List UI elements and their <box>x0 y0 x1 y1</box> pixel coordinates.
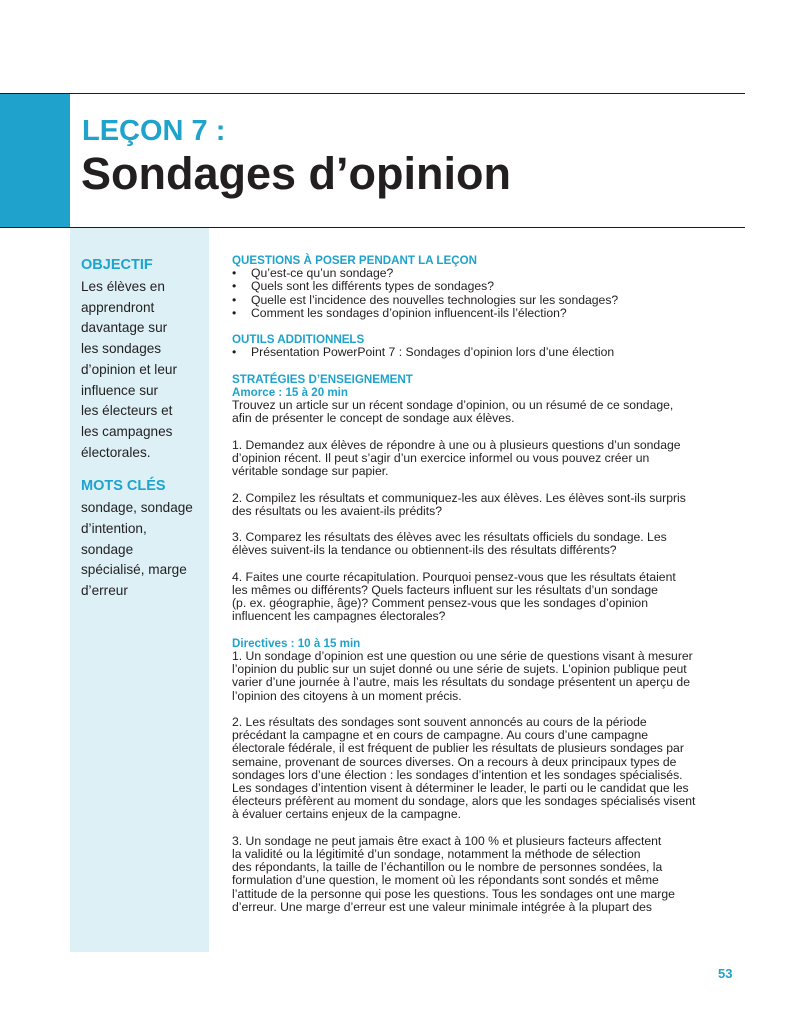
text-line: 3. Comparez les résultats des élèves avec les résultats officiels du sondage. Les <box>232 530 667 545</box>
text-line: précédant la campagne et en cours de campagne. Au cours d’une campagne <box>232 728 649 743</box>
keywords-heading: MOTS CLÉS <box>81 478 166 495</box>
bullet-icon: • <box>232 305 237 320</box>
text-line: 3. Un sondage ne peut jamais être exact à 100 % et plusieurs facteurs affectent <box>232 833 662 848</box>
questions-heading: QUESTIONS À POSER PENDANT LA LEÇON <box>232 254 477 267</box>
text-line: davantage sur <box>81 320 168 336</box>
text-line: sondage <box>81 541 134 557</box>
text-line: influencent les campagnes électorales? <box>232 609 446 624</box>
text-line: d’erreur. Une marge d’erreur est une valeur minimale intégrée à la plupart des <box>232 899 653 914</box>
directives-step-1 <box>232 650 732 703</box>
text-line: d’opinion récent. Il peut s’agir d’un exercice informel ou vous pouvez créer un <box>232 451 650 465</box>
list-item-text: Qu’est-ce qu’un sondage? <box>251 266 394 281</box>
list-item-text: Quelle est l’incidence des nouvelles technologies sur les sondages? <box>251 292 619 307</box>
text-line: électorale fédérale, il est fréquent de publier les résultats de plusieurs sondages par <box>232 741 684 756</box>
header-top-rule <box>0 93 745 94</box>
text-line: 4. Faites une courte récapitulation. Pourquoi pensez-vous que les résultats étaient <box>232 569 676 584</box>
text-line: sondages lors d’une élection : les sondages d’intention et les sondages spécialisés. <box>232 767 683 782</box>
text-line: 2. Les résultats des sondages sont souvent annoncés au cours de la période <box>232 714 647 729</box>
text-line: l’opinion du public sur un sujet donné ou une série de sujets. L’opinion publique peut <box>232 662 687 677</box>
page-number: 53 <box>718 966 733 981</box>
text-line: d’erreur <box>81 583 128 599</box>
text-line: électorales. <box>81 444 151 460</box>
text-line: l’opinion des citoyens à un moment précis. <box>232 688 462 703</box>
text-line: influence sur <box>81 382 159 398</box>
text-line: Les sondages d’intention visent à déterminer le leader, le parti ou le candidat que les <box>232 781 689 795</box>
text-line: des résultats ou les avaient-ils prédits? <box>232 503 443 518</box>
text-line: d’intention, <box>81 521 147 537</box>
directives-step-2 <box>232 716 732 822</box>
text-line: des répondants, la taille de l’échantillon ou le nombre de personnes sondées, la <box>232 860 663 875</box>
page-title: Sondages d’opinion <box>81 148 511 199</box>
objective-text <box>81 277 211 463</box>
text-line: véritable sondage sur papier. <box>232 464 389 479</box>
text-line: les électeurs et <box>81 403 173 419</box>
text-line: (p. ex. géographie, âge)? Comment pensez-vous que les sondages d’opinion <box>232 596 648 611</box>
questions-list <box>232 267 732 320</box>
main-content <box>232 254 732 914</box>
text-line: Trouvez un article sur un récent sondage d’opinion, ou un résumé de ce sondage, <box>232 398 674 413</box>
text-line: semaine, provenant de sources diverses. On a recours à deux principaux types de <box>232 754 677 769</box>
list-item <box>232 346 732 359</box>
text-line: électeurs préfèrent au moment du sondage, alors que les sondages spécialisés visent <box>232 794 696 809</box>
list-item-text: Présentation PowerPoint 7 : Sondages d’opinion lors d’une élection <box>251 345 615 360</box>
hook-step-1 <box>232 439 732 479</box>
hook-step-4 <box>232 571 732 624</box>
list-item-text: Comment les sondages d’opinion influencent-ils l’élection? <box>251 305 567 320</box>
text-line: varier d’une journée à l’autre, mais les résultats du sondage présentent un aperçu de <box>232 675 690 690</box>
objective-heading: OBJECTIF <box>81 257 153 273</box>
text-line: 1. Demandez aux élèves de répondre à une ou à plusieurs questions d’un sondage <box>232 437 681 452</box>
hook-intro <box>232 399 732 425</box>
bullet-icon: • <box>232 266 237 281</box>
text-line: afin de présenter le concept de sondage aux élèves. <box>232 411 515 426</box>
text-line: à évaluer certains enjeux de la campagne. <box>232 807 461 822</box>
bullet-icon: • <box>232 345 237 360</box>
lesson-label: LEÇON 7 : <box>82 115 226 147</box>
hook-step-3 <box>232 531 732 557</box>
text-line: apprendront <box>81 299 155 315</box>
text-line: d’opinion et leur <box>81 361 177 377</box>
text-line: spécialisé, marge <box>81 562 187 578</box>
keywords-text <box>81 498 211 602</box>
text-line: les campagnes <box>81 423 173 439</box>
text-line: les mêmes ou différents? Quels facteurs influent sur les résultats d’un sondage <box>232 582 658 597</box>
directives-step-3 <box>232 835 732 914</box>
strategies-heading: STRATÉGIES D’ENSEIGNEMENT <box>232 372 413 386</box>
text-line: formulation d’une question, le moment où les répondants sont sondés et même <box>232 873 659 888</box>
text-line: sondage, sondage <box>81 500 193 516</box>
text-line: l’attitude de la personne qui pose les questions. Tous les sondages ont une marge <box>232 886 675 901</box>
list-item <box>232 307 732 320</box>
sidebar <box>70 228 209 952</box>
sidebar-content <box>81 256 211 616</box>
directives-heading: Directives : 10 à 15 min <box>232 636 361 650</box>
tools-list <box>232 346 732 359</box>
text-line: Les élèves en <box>81 279 165 294</box>
list-item-text: Quels sont les différents types de sondages? <box>251 279 494 294</box>
hook-step-2 <box>232 492 732 518</box>
text-line: 2. Compilez les résultats et communiquez-les aux élèves. Les élèves sont-ils surpris <box>232 490 686 505</box>
bullet-icon: • <box>232 292 237 307</box>
hook-heading: Amorce : 15 à 20 min <box>232 386 348 399</box>
text-line: élèves suivent-ils la tendance ou obtiennent-ils des résultats différents? <box>232 543 617 558</box>
text-line: les sondages <box>81 341 162 357</box>
text-line: 1. Un sondage d’opinion est une question ou une série de questions visant à mesurer <box>232 648 693 663</box>
tools-heading: OUTILS ADDITIONNELS <box>232 333 365 347</box>
text-line: la validité ou la légitimité d’un sondage, notamment la méthode de sélection <box>232 847 641 861</box>
bullet-icon: • <box>232 279 237 294</box>
header-accent-block <box>0 94 70 227</box>
